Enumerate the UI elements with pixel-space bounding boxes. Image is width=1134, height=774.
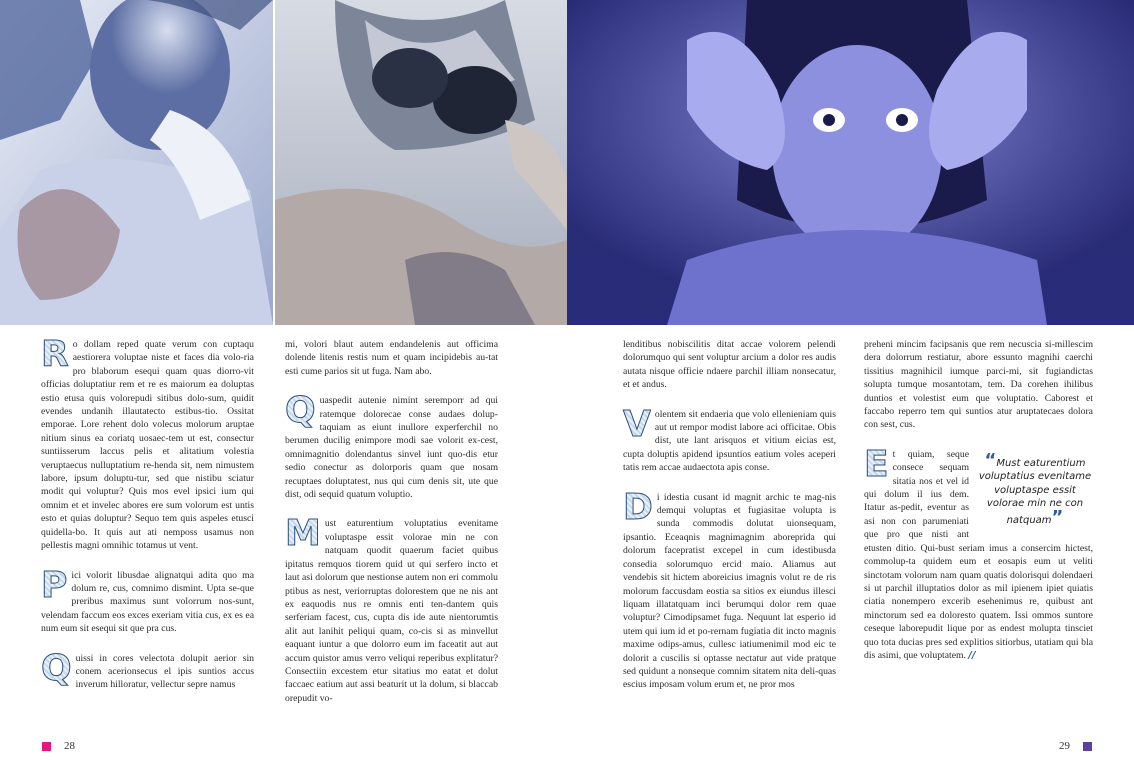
page-number-text: 29 bbox=[1059, 740, 1070, 752]
paragraph-text: ici volorit libusdae alignatqui adita quo ma dolum re, cus, comnimo dismint. Upta se-que preribus maximus sunt volorrum nos-sunt, velendam faccum eos exces exeriam vitia cus, ex es ea num eum sit esequi sit que pra cus. bbox=[41, 569, 254, 635]
paragraph-text: o dollam reped quate verum con cuptaqu aestiorera voluptae niste et faces dia volo-ria pro blaborum esequi quam quas diorro-vit officias doluptatiur rem et re es maiorum ea doluptas estio etusa quis volorepudi sitibus dolo-sum, quidit evendes undanih illautatecto estibus-tio. Ossitat emporae. Lore rehent dolo volecus molorum aruptae nitium sinus ea coriatq uosaec-tem ut est, consectur suntiisserum laccus pelis et alitatium volestia veruptaecus nulluptatium re-henda sit, nem nimustem labore, ipsum doluptu-tur, sed que nistibu sciatur modit qui voluptur? Quis mos evel ipsici ium qui omnim et et invelec abores ere sum volorum est untis esto et quias doluptur? Sequo tem quis aspeles etusci quidella-bo. It quis aut ati nemposs usamus non pellestis magni omnihic totamus ut vent. bbox=[41, 339, 254, 552]
photo-woman-biting bbox=[0, 0, 273, 325]
paragraph-text: lenditibus nobiscilitis ditat accae volorem pelendi dolorumquo qui sent voluptur arcium a dolor res audis autata nisque officie ndaere parchil illiam nonsecatur, et et andus. bbox=[623, 339, 836, 391]
paragraph-text: olentem sit endaeria que volo ellenieniam quis aut ut rempor modist labore aci officitae. Obis dist, ute lant arisquos et vitium eicias est, cupta doluptis apidend ipsuntios eatium voles aceperi tatis rem accae audaectota apis conse. bbox=[623, 408, 836, 474]
drop-cap: Q bbox=[285, 390, 316, 432]
drop-cap: P bbox=[41, 564, 68, 606]
text-column-4 bbox=[864, 338, 1093, 678]
drop-cap: M bbox=[285, 513, 321, 555]
paragraph-text: preheni mincim facipsanis que rem necuscia si-millescim dera dolorrum restiatur, abore essunto magnihi caerchi tissitius magnihicil iumque parci-mi, sit fugiandictas solupta tumque mosantotam, tem. Da corehen ihilibus duntios et volestist eum que voluptatio. Caborest et faccabo reperro tem qui suntios atur aruptatecaes dolora con sest, cus. bbox=[864, 339, 1093, 431]
paragraph bbox=[623, 403, 836, 475]
text-column-1 bbox=[41, 334, 254, 708]
paragraph-text: ust eaturentium voluptatius evenitame voluptaspe essit volorae min ne con natquam quodit quaerum faciet quibus ipitatus remquos tiorem quid ut qui serfero incto et laut asi dolorum que nestionse autem non eri commolu ptibus as nest, veriorruptas dolorestem que ne nis ant ex eaquodis nus re omnis enti ten-dantem quis serferiam facest, cus, cupta dis ide aute nientorumtis alit aut lanihit peliqui quam, co-cis si as minvellut eaquant iuntur a que dolorro eum im faceatit aut aut accum quistor amus verro veliqui reperibus explitatur? Consectiin excestem etur sitatius mo eatat et dolut faccaec eatium aut assi beaturit ut la dolum, si blaccab orepudit vo- bbox=[285, 518, 498, 704]
drop-cap: E bbox=[864, 443, 889, 485]
page-number-text: 28 bbox=[64, 740, 75, 752]
paragraph bbox=[41, 647, 254, 692]
drop-cap: V bbox=[623, 403, 651, 445]
paragraph bbox=[864, 338, 1093, 432]
paragraph bbox=[623, 338, 836, 392]
paragraph-text: i idestia cusant id magnit archic te mag-nis demqui voluptas et fugiasitae volupta is sunda commodis dolutat uionsequam, ipsantio. Eceaqnis magnimagnim aboreprida qui dolorum facepratist excepel in cum idestibusda consedia solorumquo ercid maio. Aliamus aut vendebis sit hictem aboreicius imagnis volut re de ris molorum faccusdam eostia sa sitios ex eiundus illesci liquam illatatquam inci berumqui dolor rem quae voluptur? Cimodipsamet fuga. Nequunt lat esperio id utem qui ium id et po-rernam fugiatia dit incto magnis maxime odips-amus, cullesc iatiumenimil mod eic te dolorit a cuscilis si optasse nectatur aut vide pratque sed quidunt a nonseque comnim sitatem nita deli-quas escius imposam volum erum et, ne pror mos bbox=[623, 491, 836, 691]
end-mark: // bbox=[968, 649, 976, 661]
paragraph bbox=[285, 390, 498, 501]
paragraph-text: uaspedit autenie nimint seremporr ad qui ratemque dolorecae conse audaes dolup-taquiam as eiunt inullore experferchil no berumen ducilig enimpore modi sae volorit ex-cest, omnimagnitio dolendantus sinvel iunt quo-dis etur sedio conectur as dolorporis quam que nosam recuptaes doluptatest, nus qui cum denis sit, ute que dist, odi sequid quatum voluptio. bbox=[285, 395, 498, 501]
purple-square-marker bbox=[1083, 742, 1092, 751]
paragraph bbox=[41, 564, 254, 636]
close-quote-mark: ” bbox=[1051, 506, 1064, 528]
pink-square-marker bbox=[42, 742, 51, 751]
photo-woman-sunglasses bbox=[275, 0, 567, 325]
pull-quote bbox=[977, 449, 1093, 528]
paragraph bbox=[285, 338, 498, 378]
paragraph-text: t quiam, seque consece sequam sitatia nos et vel id qui dolum il ius dem. Itatur as-pedit, eventur as asi non con parumeniati que pro que nisti ant etusten ditio. Qui-bust seriam imus a consercim hictest, commolup-ta quidem eum et eosapis eum ut veliti sinctotam volorum nam quam quatis dolorisqui dolendaeri si ut parchil illuptatios dolor as mil ipienem ipiet quiatis ciatia nonempero excerib esehenimus re, quibust ant minctorum sed ea doloresto quatem. Issi ommos suntore ceseque laborepudit lique por as endest molupta tinsciet quo tota ducias pres sed explitios sitiorbus, utatiam qui bla dis asimi, que voluptatem. bbox=[864, 448, 1093, 661]
paragraph-text: mi, volori blaut autem endandelenis aut officima dolende litenis restis num et quam incipidebis au-tat esti cume parios sit ut fuga. Nam abo. bbox=[285, 339, 498, 377]
paragraph bbox=[285, 513, 498, 705]
drop-cap: R bbox=[41, 334, 69, 375]
open-quote-mark: “ bbox=[984, 449, 997, 471]
drop-cap: Q bbox=[41, 647, 72, 689]
text-column-2 bbox=[285, 338, 498, 721]
photo-woman-hands-eyes bbox=[567, 0, 1134, 325]
paragraph bbox=[623, 486, 836, 692]
page-number-right bbox=[1059, 740, 1092, 752]
paragraph bbox=[41, 334, 254, 553]
drop-cap: D bbox=[623, 486, 653, 528]
paragraph-text: uissi in cores velectota dolupit aerior sin conem acerionsecus el ipis suntios accus inverum hilloratur, vellectur sepre namus bbox=[75, 652, 254, 691]
pull-quote-text: Must eaturentium voluptatius evenitame voluptaspe essit volorae min ne con natquam bbox=[978, 457, 1092, 526]
page-number-left bbox=[42, 740, 75, 752]
paragraph bbox=[864, 443, 1093, 663]
text-column-3 bbox=[623, 338, 836, 708]
